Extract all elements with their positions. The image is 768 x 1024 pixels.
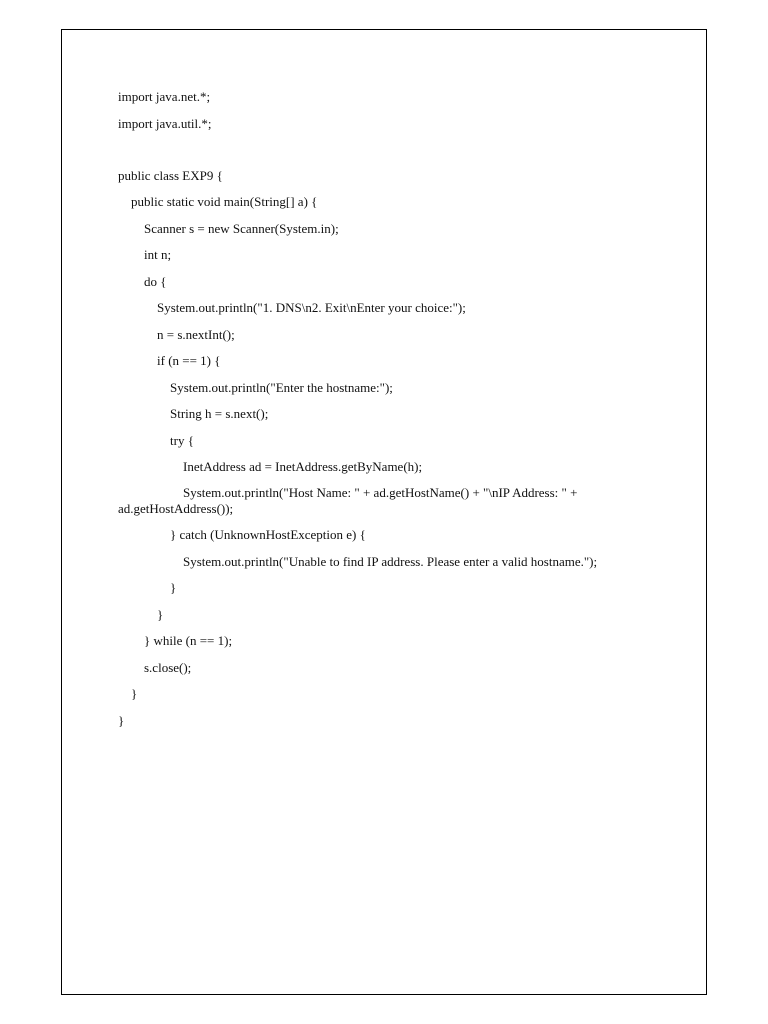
code-line: if (n == 1) {: [157, 353, 221, 368]
code-line: s.close();: [144, 660, 192, 675]
code-line: System.out.println("Unable to find IP address. Please enter a valid hostname.");: [183, 554, 598, 569]
code-line: Scanner s = new Scanner(System.in);: [144, 221, 339, 236]
code-line: } while (n == 1);: [144, 633, 233, 648]
code-line: System.out.println("Enter the hostname:");: [170, 380, 393, 395]
document-page: [61, 29, 707, 995]
code-line: public class EXP9 {: [118, 168, 223, 183]
code-line: import java.net.*;: [118, 89, 211, 104]
code-line: import java.util.*;: [118, 116, 212, 131]
code-line: System.out.println("1. DNS\n2. Exit\nEnter your choice:");: [157, 300, 466, 315]
code-line: InetAddress ad = InetAddress.getByName(h);: [183, 459, 423, 474]
code-line: public static void main(String[] a) {: [131, 194, 318, 209]
code-line: }: [131, 686, 138, 701]
code-line: ad.getHostAddress());: [118, 501, 234, 516]
code-line: } catch (UnknownHostException e) {: [170, 527, 366, 542]
code-line: }: [170, 580, 177, 595]
code-line: int n;: [144, 247, 172, 262]
code-line: n = s.nextInt();: [157, 327, 235, 342]
code-line: do {: [144, 274, 167, 289]
code-line: try {: [170, 433, 194, 448]
code-line: }: [157, 607, 164, 622]
code-line: }: [118, 713, 125, 728]
code-listing: [62, 30, 706, 994]
code-line: System.out.println("Host Name: " + ad.getHostName() + "\nIP Address: " +: [183, 485, 578, 500]
code-line: String h = s.next();: [170, 406, 269, 421]
